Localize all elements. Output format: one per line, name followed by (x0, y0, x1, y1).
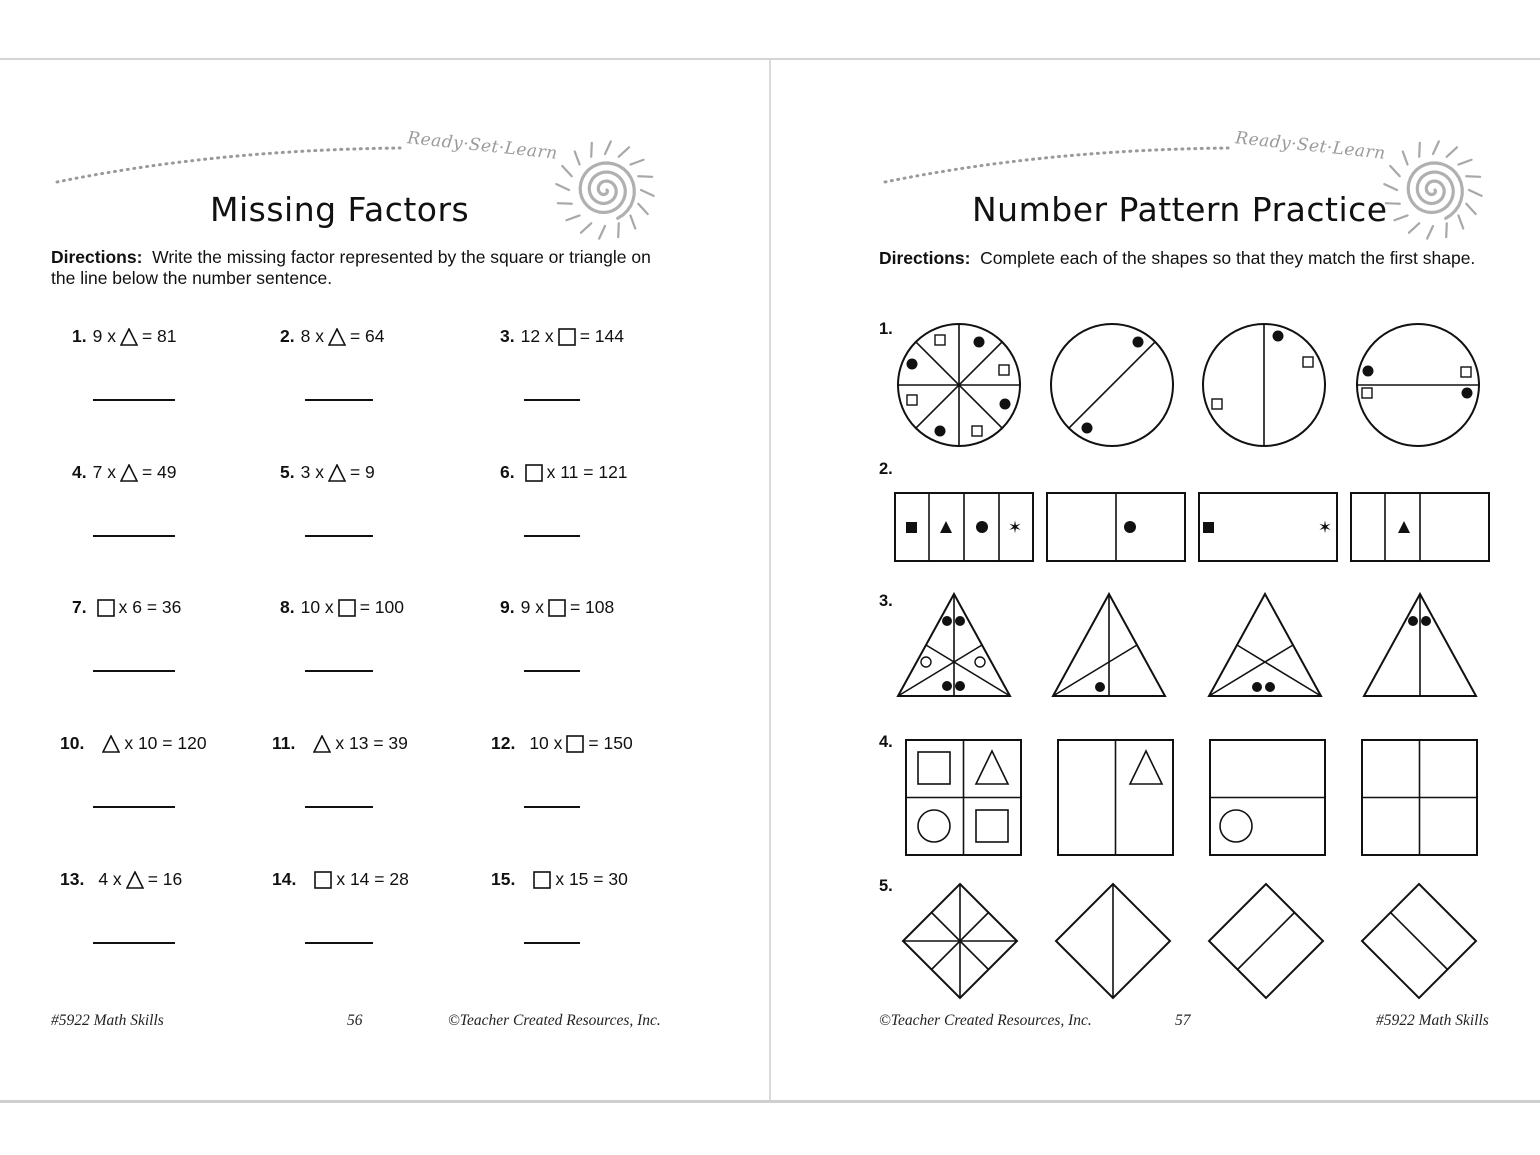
row-number: 3. (879, 592, 893, 610)
directions (879, 248, 1489, 269)
equation-right-text: = 150 (588, 733, 633, 753)
directions (51, 247, 671, 289)
problem-11 (272, 733, 408, 754)
row-number: 4. (879, 733, 893, 751)
problem-number: 9. (500, 597, 515, 617)
footer-left: #5922 Math Skills (51, 1012, 164, 1029)
directions-label: Directions: (51, 247, 143, 267)
problem-1 (72, 326, 177, 347)
triangle-icon (313, 735, 331, 753)
equation-left-text: 9 x (92, 326, 116, 346)
square-pattern-model (905, 739, 1023, 857)
triangle-icon (120, 328, 138, 346)
triangle-icon (328, 464, 346, 482)
equation-left-text: 10 x (529, 733, 563, 753)
problem-7 (72, 597, 181, 618)
square-icon (525, 464, 543, 482)
square-icon (558, 328, 576, 346)
answer-blank-line[interactable] (93, 535, 175, 537)
answer-blank-line[interactable] (524, 806, 580, 808)
problem-14 (272, 869, 409, 890)
sun-swirl-icon (1381, 138, 1485, 244)
triangle-icon (328, 328, 346, 346)
brand-logo-text: Ready·Set·Learn (1234, 128, 1387, 164)
equation-right-text: = 64 (349, 326, 385, 346)
equation-right-text: x 11 = 121 (546, 462, 628, 482)
circle-pattern-blank (1049, 322, 1175, 448)
equation-right-text: = 9 (349, 462, 375, 482)
sun-swirl-icon (553, 138, 657, 244)
problem-number: 1. (72, 326, 87, 346)
triangle-pattern-blank (1207, 592, 1323, 698)
square-icon (338, 599, 356, 617)
circle-pattern-model (896, 322, 1022, 448)
problem-12 (491, 733, 633, 754)
footer-right: ©Teacher Created Resources, Inc. (448, 1012, 661, 1029)
square-pattern-blank (1209, 739, 1327, 857)
equation-left-text: 12 x (520, 326, 554, 346)
answer-blank-line[interactable] (524, 942, 580, 944)
problem-10 (60, 733, 207, 754)
diamond-pattern-model (901, 882, 1019, 1000)
directions-label: Directions: (879, 248, 971, 268)
rectangle-pattern-blank (1350, 492, 1490, 562)
answer-blank-line[interactable] (305, 806, 373, 808)
equation-right-text: x 14 = 28 (336, 869, 409, 889)
row-number: 2. (879, 460, 893, 478)
equation-left-text: 4 x (98, 869, 122, 889)
problem-number: 5. (280, 462, 295, 482)
diamond-pattern-blank (1207, 882, 1325, 1000)
problem-2 (280, 326, 385, 347)
equation-right-text: = 16 (147, 869, 183, 889)
problem-number: 12. (491, 733, 516, 753)
problem-number: 15. (491, 869, 516, 889)
dotted-arc-decoration (55, 140, 405, 185)
dotted-arc-decoration (883, 140, 1233, 185)
problem-4 (72, 462, 177, 483)
triangle-pattern-blank (1051, 592, 1167, 698)
answer-blank-line[interactable] (524, 670, 580, 672)
svg-text:✶: ✶ (1007, 518, 1023, 538)
rectangle-pattern-blank (1198, 492, 1338, 562)
footer-page-number: 56 (347, 1012, 363, 1029)
answer-blank-line[interactable] (93, 942, 175, 944)
answer-blank-line[interactable] (93, 806, 175, 808)
problem-number: 3. (500, 326, 515, 346)
problem-number: 4. (72, 462, 87, 482)
problem-5 (280, 462, 375, 483)
problem-8 (280, 597, 404, 618)
problem-number: 2. (280, 326, 295, 346)
equation-right-text: x 13 = 39 (335, 733, 408, 753)
problem-number: 13. (60, 869, 85, 889)
answer-blank-line[interactable] (93, 399, 175, 401)
problem-13 (60, 869, 182, 890)
diamond-pattern-blank (1054, 882, 1172, 1000)
triangle-pattern-blank (1362, 592, 1478, 698)
equation-right-text: = 108 (569, 597, 615, 617)
problem-number: 8. (280, 597, 295, 617)
footer-page-number: 57 (1175, 1012, 1191, 1029)
problem-number: 6. (500, 462, 515, 482)
page-title: Number Pattern Practice (972, 190, 1388, 229)
equation-left-text: 7 x (92, 462, 116, 482)
problem-9 (500, 597, 614, 618)
triangle-icon (120, 464, 138, 482)
triangle-icon (102, 735, 120, 753)
page-title: Missing Factors (210, 190, 470, 229)
square-icon (97, 599, 115, 617)
square-icon (533, 871, 551, 889)
square-pattern-blank (1057, 739, 1175, 857)
equation-left-text: 10 x (300, 597, 334, 617)
square-icon (548, 599, 566, 617)
equation-left-text: 9 x (520, 597, 544, 617)
footer-left: ©Teacher Created Resources, Inc. (879, 1012, 1092, 1029)
problem-number: 14. (272, 869, 297, 889)
problem-number: 7. (72, 597, 87, 617)
problem-3 (500, 326, 624, 347)
equation-right-text: = 100 (359, 597, 404, 617)
answer-blank-line[interactable] (93, 670, 175, 672)
book-spread (0, 58, 1540, 1103)
answer-blank-line[interactable] (305, 670, 373, 672)
equation-right-text: = 81 (141, 326, 177, 346)
square-pattern-blank (1361, 739, 1479, 857)
equation-right-text: x 10 = 120 (124, 733, 207, 753)
answer-blank-line[interactable] (305, 535, 373, 537)
row-number: 1. (879, 320, 893, 338)
triangle-icon (126, 871, 144, 889)
equation-right-text: x 6 = 36 (118, 597, 182, 617)
circle-pattern-blank (1355, 322, 1481, 448)
circle-pattern-blank (1201, 322, 1327, 448)
directions-text: Complete each of the shapes so that they match the first shape. (980, 248, 1476, 268)
brand-logo-text: Ready·Set·Learn (406, 128, 559, 164)
problem-6 (500, 462, 628, 483)
problem-number: 11. (272, 733, 296, 753)
equation-left-text: 8 x (300, 326, 324, 346)
rectangle-pattern-blank (1046, 492, 1186, 562)
rectangle-pattern-model (894, 492, 1034, 562)
equation-right-text: = 49 (141, 462, 177, 482)
answer-blank-line[interactable] (524, 399, 580, 401)
answer-blank-line[interactable] (305, 942, 373, 944)
diamond-pattern-blank (1360, 882, 1478, 1000)
directions-text: Write the missing factor represented by the square or triangle on the line below the number sentence. (51, 247, 651, 288)
square-icon (314, 871, 332, 889)
equation-right-text: x 15 = 30 (555, 869, 628, 889)
problem-number: 10. (60, 733, 85, 753)
answer-blank-line[interactable] (305, 399, 373, 401)
footer-right: #5922 Math Skills (1376, 1012, 1489, 1029)
equation-right-text: = 144 (579, 326, 624, 346)
row-number: 5. (879, 877, 893, 895)
left-page (0, 60, 769, 1100)
problem-15 (491, 869, 628, 890)
right-page (771, 60, 1540, 1100)
answer-blank-line[interactable] (524, 535, 580, 537)
triangle-pattern-model (896, 592, 1012, 698)
svg-text:✶: ✶ (1317, 518, 1333, 538)
square-icon (566, 735, 584, 753)
equation-left-text: 3 x (300, 462, 324, 482)
